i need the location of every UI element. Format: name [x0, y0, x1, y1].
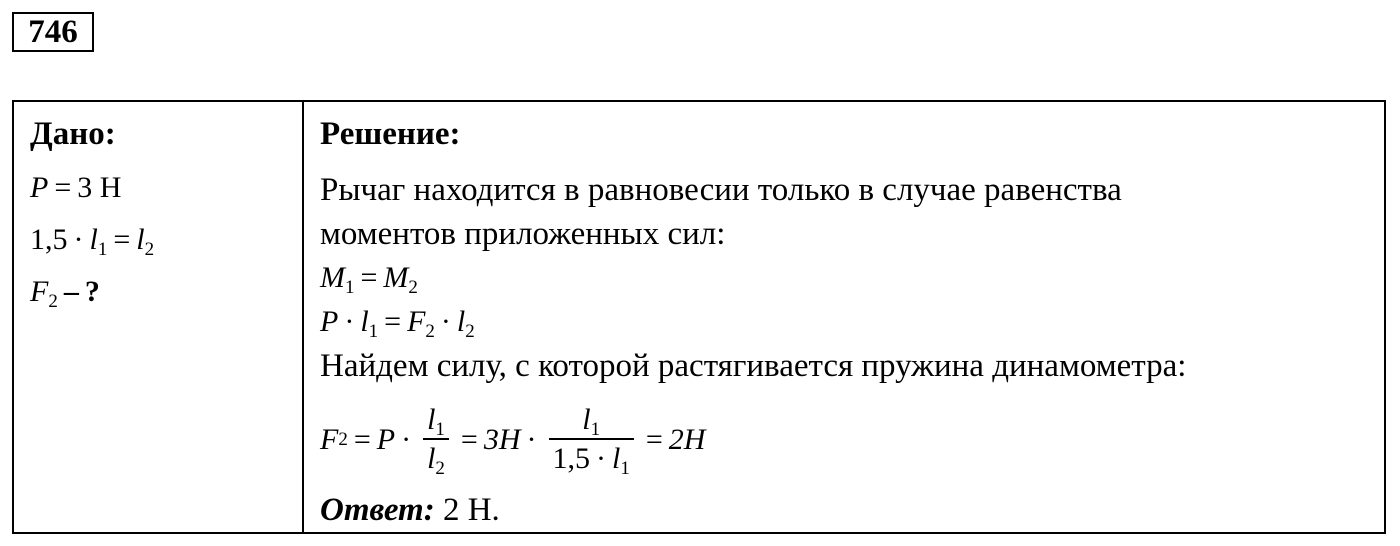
sub-1: 1 — [435, 419, 445, 440]
var-l1: l — [89, 223, 98, 256]
given-column — [13, 101, 303, 533]
dot-sign: · — [401, 423, 412, 456]
var-m1: M — [320, 261, 345, 294]
eq-sign: = — [460, 423, 478, 456]
eq-sign: = — [645, 423, 663, 456]
sub-1: 1 — [620, 458, 630, 479]
dot-sign: · — [440, 305, 451, 338]
solution-text-3: Найдем силу, с которой растягивается пружина динамометра: — [320, 348, 1187, 384]
given-weight — [30, 170, 302, 206]
var-l1: l — [612, 442, 621, 475]
var-l1: l — [427, 403, 436, 436]
sub-2: 2 — [48, 291, 58, 312]
var-m2: M — [383, 261, 409, 294]
sub-2: 2 — [408, 277, 418, 298]
problem-number: 746 — [12, 12, 94, 52]
var-f2: F — [407, 305, 426, 338]
given-ratio — [30, 222, 302, 258]
solution-text-1: Рычаг находится в равновесии только в случае равенства — [320, 172, 1122, 208]
eq-sign: = — [360, 261, 378, 294]
sub-1: 1 — [590, 419, 601, 440]
given-header: Дано: — [30, 116, 116, 152]
sub-2: 2 — [425, 321, 435, 342]
sub-1: 1 — [368, 321, 379, 342]
solution-header: Решение: — [320, 116, 461, 152]
fraction-numerator — [423, 402, 449, 438]
var-p: P — [376, 423, 396, 456]
lever-equation — [320, 300, 1384, 344]
given-unknown — [30, 274, 302, 310]
eq-sign: = — [113, 223, 131, 256]
eq-sign: = — [54, 171, 72, 204]
var-l1: l — [582, 403, 591, 436]
sub-2: 2 — [465, 321, 475, 342]
answer-label: Ответ: — [320, 492, 435, 528]
sub-2: 2 — [435, 458, 445, 479]
fraction-denominator — [423, 438, 449, 478]
var-f2: F — [320, 423, 339, 456]
fraction-l1-over-1-5-l1 — [549, 402, 634, 478]
eq-sign: = — [384, 305, 402, 338]
var-l1: l — [360, 305, 369, 338]
sub-1: 1 — [345, 277, 355, 298]
solution-text-2: моментов приложенных сил: — [320, 216, 726, 252]
sub-1: 1 — [97, 239, 108, 260]
var-l2: l — [427, 442, 436, 475]
dot-sign: · — [526, 423, 537, 456]
question-mark: ? — [84, 275, 100, 308]
dash-sign: – — [63, 275, 79, 308]
fraction-numerator — [578, 402, 604, 438]
sub-2: 2 — [144, 239, 155, 260]
answer — [320, 490, 1384, 530]
dot-sign: · — [73, 223, 84, 256]
var-l2: l — [136, 223, 145, 256]
var-f2: F — [30, 275, 49, 308]
moment-equation — [320, 256, 1384, 300]
three-newtons: 3H — [483, 423, 521, 456]
weight-value: 3 Н — [77, 171, 122, 204]
task-table — [12, 100, 1386, 534]
fraction-denominator — [549, 438, 634, 478]
result-value: 2H — [668, 423, 706, 456]
var-p: P — [320, 305, 339, 338]
fraction-l1-l2 — [423, 402, 449, 478]
solution-column — [303, 101, 1385, 533]
dot-sign: · — [596, 442, 607, 475]
coef: 1,5 — [552, 442, 591, 475]
eq-sign: = — [353, 423, 371, 456]
ratio-coef: 1,5 — [30, 223, 68, 256]
var-p: P — [30, 171, 49, 204]
force-equation: F 2 = P · $\frac{l_1}{l_2}$ = 3H · $\frac{l_1}{1,5 \cdot l_1}$ = 2H — [320, 403, 706, 479]
answer-value: 2 Н. — [434, 492, 500, 528]
var-l2: l — [456, 305, 466, 338]
dot-sign: · — [344, 305, 355, 338]
